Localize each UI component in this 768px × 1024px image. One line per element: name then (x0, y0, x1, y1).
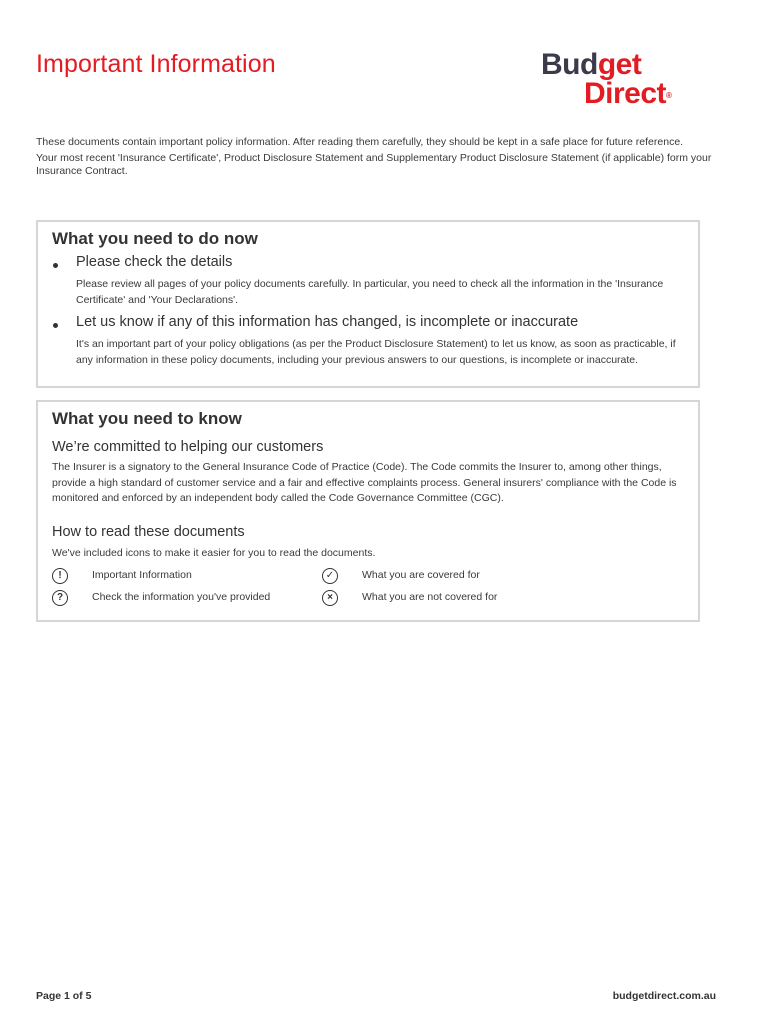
legend-label: What you are not covered for (362, 591, 498, 603)
cross-icon: × (322, 590, 338, 606)
bullet-icon (53, 263, 58, 268)
registered-mark: ® (666, 91, 672, 100)
how-to-read-text: We've included icons to make it easier for you to read the documents. (52, 547, 376, 559)
committed-heading: We’re committed to helping our customers (52, 439, 324, 455)
what-to-know-title: What you need to know (52, 409, 242, 428)
question-icon: ? (52, 590, 68, 606)
check-details-heading: Please check the details (76, 254, 233, 270)
intro-section (36, 136, 716, 181)
exclamation-icon: ! (52, 568, 68, 584)
logo-text-direct: Direct (584, 77, 667, 110)
legend-label: Check the information you've provided (92, 591, 271, 603)
legend-label: What you are covered for (362, 569, 480, 581)
intro-paragraph-1: These documents contain important policy information. After reading them carefully, they should be kept in a safe place for future reference. (36, 136, 684, 148)
logo-line-1 (541, 50, 641, 80)
budget-direct-logo[interactable] (540, 50, 698, 110)
checkmark-icon: ✓ (322, 568, 338, 584)
info-changed-heading: Let us know if any of this information has changed, is incomplete or inaccurate (76, 314, 579, 330)
how-to-read-heading: How to read these documents (52, 524, 245, 540)
legend-label: Important Information (92, 569, 192, 581)
what-to-know-panel (36, 400, 700, 622)
website-link[interactable]: budgetdirect.com.au (612, 990, 716, 1002)
what-to-do-now-title: What you need to do now (52, 229, 258, 248)
logo-text-red: get (597, 48, 642, 81)
intro-paragraph-2: Your most recent 'Insurance Certificate', Product Disclosure Statement and Supplementary Product Disclosure Statement (if applicable) form your Insurance Contract. (36, 151, 712, 177)
logo-line-2 (584, 79, 671, 109)
what-to-do-now-panel (36, 220, 700, 388)
page-title: Important Information (36, 50, 276, 78)
bullet-icon (53, 323, 58, 328)
committed-text: The Insurer is a signatory to the General Insurance Code of Practice (Code). The Code commits the Insurer to, among other things, provide a high standard of customer service and a fair and effective complaints process. General insurers' compliance with the Code is monitored and enforced by an independent body called the Code Governance Committee (CGC). (52, 461, 677, 504)
logo-text-dark: Bud (541, 48, 598, 81)
check-details-text: Please review all pages of your policy documents carefully. In particular, you need to check all the information in the 'Insurance Certificate' and 'Your Declarations'. (76, 278, 664, 306)
info-changed-text: It's an important part of your policy obligations (as per the Product Disclosure Statement) to let us know, as soon as practicable, if any information in these policy documents, including your previous answers to our questions, is incomplete or inaccurate. (76, 338, 676, 366)
page-number: Page 1 of 5 (36, 990, 92, 1002)
